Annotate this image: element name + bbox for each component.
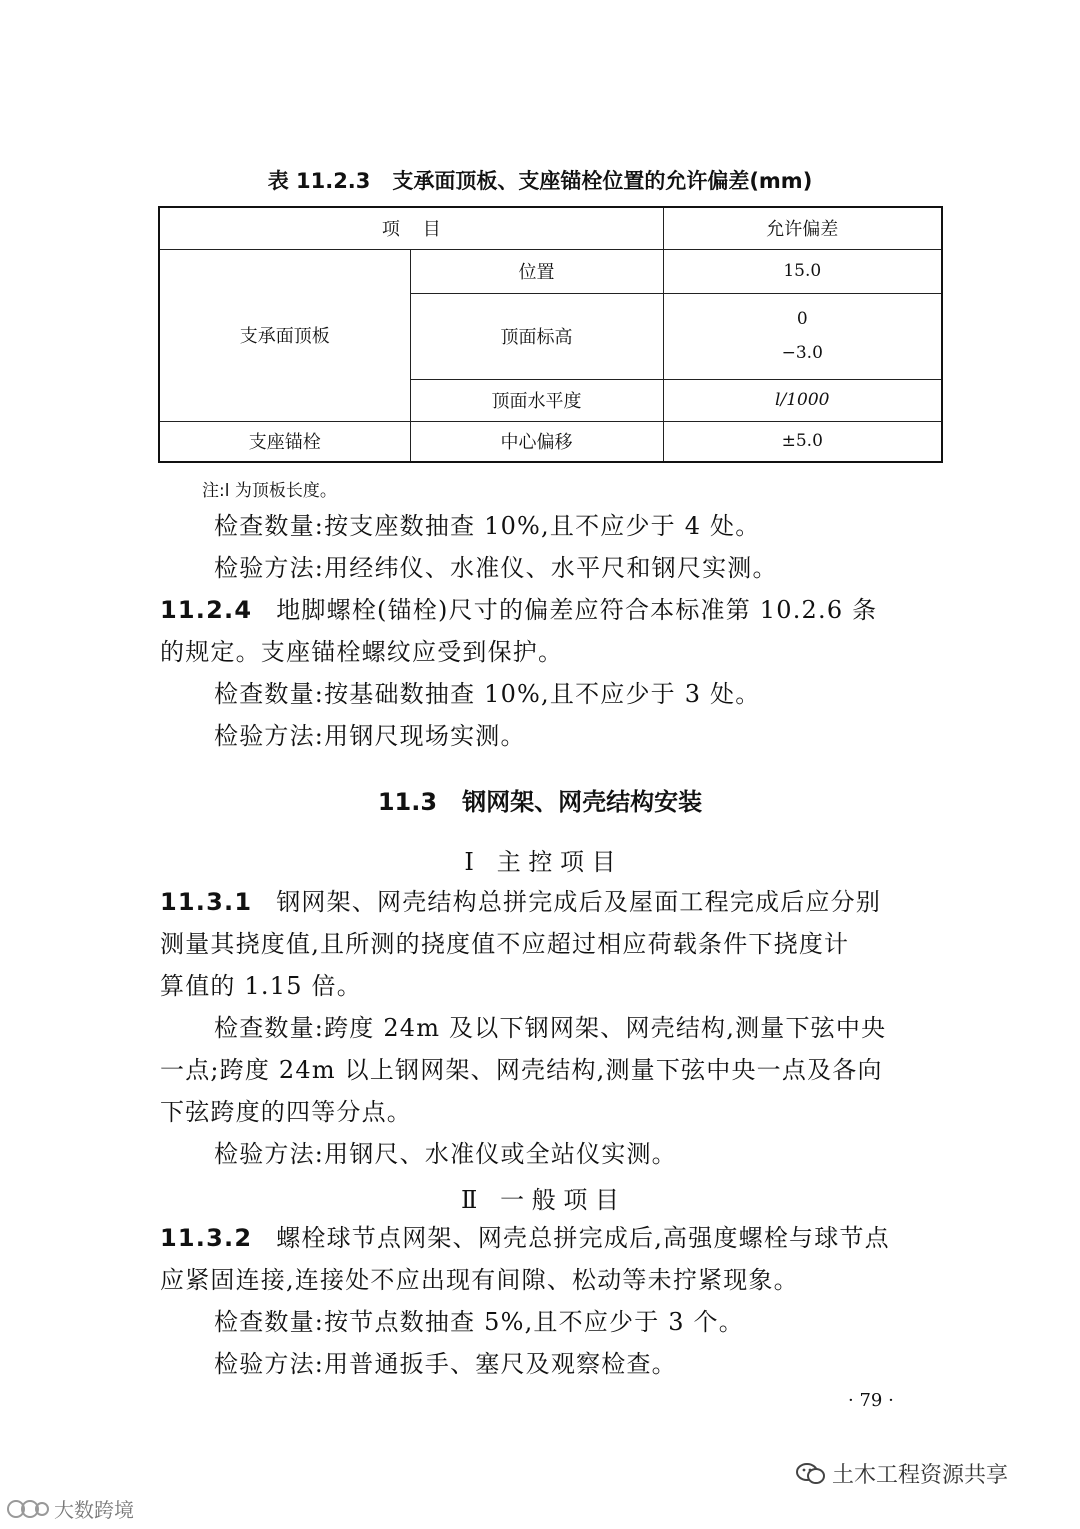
- section-title: 11.3 钢网架、网壳结构安装: [377, 788, 703, 816]
- group-anchor-bolt: 支座锚栓: [159, 421, 410, 462]
- watermark-right-text: 土木工程资源共享: [832, 1463, 1009, 1488]
- link-logo-icon: [6, 1496, 50, 1522]
- value-top-levelness: l/1000: [663, 379, 942, 421]
- watermark-left-text: 大数跨境: [54, 1498, 134, 1522]
- clause-text: 螺栓球节点网架、网壳总拼完成后,高强度螺栓与球节点: [276, 1224, 890, 1252]
- table-row: [159, 249, 942, 293]
- inspection-method-1124: 检验方法:用钢尺现场实测。: [214, 722, 526, 750]
- watermark-left: [6, 1494, 134, 1523]
- item-top-elevation: 顶面标高: [410, 293, 663, 379]
- clause-text: 地脚螺栓(锚栓)尺寸的偏差应符合本标准第 10.2.6 条: [276, 596, 878, 624]
- item-position: 位置: [410, 249, 663, 293]
- check-quantity-1124: 检查数量:按基础数抽查 10%,且不应少于 3 处。: [214, 680, 761, 708]
- check-quantity-1123: 检查数量:按支座数抽查 10%,且不应少于 4 处。: [214, 512, 761, 540]
- header-item: 项 目: [159, 207, 663, 249]
- clause-11-3-1-line2: 测量其挠度值,且所测的挠度值不应超过相应荷载条件下挠度计: [160, 930, 850, 958]
- clause-number: 11.3.1: [160, 888, 253, 916]
- header-deviation: 允许偏差: [663, 207, 942, 249]
- check-quantity-1131-line3: 下弦跨度的四等分点。: [160, 1098, 412, 1126]
- table-header-row: [159, 207, 942, 249]
- tolerance-table: [158, 206, 943, 463]
- group-support-plate: 支承面顶板: [159, 249, 410, 421]
- table-note: 注:l 为顶板长度。: [202, 481, 337, 501]
- value-center-offset: ±5.0: [663, 421, 942, 462]
- clause-11-3-2: [160, 1218, 890, 1258]
- clause-11-3-1-line3: 算值的 1.15 倍。: [160, 972, 362, 1000]
- check-quantity-1132: 检查数量:按节点数抽查 5%,且不应少于 3 个。: [214, 1308, 744, 1336]
- value-lower: −3.0: [781, 343, 823, 363]
- clause-11-2-4-cont: 的规定。支座锚栓螺纹应受到保护。: [160, 638, 564, 666]
- watermark-right: [796, 1458, 1008, 1489]
- item-top-levelness: 顶面水平度: [410, 379, 663, 421]
- value-upper: 0: [796, 309, 808, 329]
- clause-number: 11.2.4: [160, 596, 253, 624]
- clause-text: 钢网架、网壳结构总拼完成后及屋面工程完成后应分别: [276, 888, 882, 916]
- chat-bubble-icon: [796, 1461, 826, 1487]
- clause-11-3-2-line2: 应紧固连接,连接处不应出现有间隙、松动等未拧紧现象。: [160, 1266, 799, 1294]
- check-quantity-1131: 检查数量:跨度 24m 及以下钢网架、网壳结构,测量下弦中央: [214, 1014, 887, 1042]
- clause-11-3-1: [160, 882, 881, 922]
- table-caption: 表 11.2.3 支承面顶板、支座锚栓位置的允许偏差(mm): [267, 169, 813, 193]
- check-quantity-1131-line2: 一点;跨度 24m 以上钢网架、网壳结构,测量下弦中央一点及各向: [160, 1056, 883, 1084]
- inspection-method-1131: 检验方法:用钢尺、水准仪或全站仪实测。: [214, 1140, 677, 1168]
- page-number: · 79 ·: [848, 1390, 894, 1411]
- clause-number: 11.3.2: [160, 1224, 253, 1252]
- inspection-method-1132: 检验方法:用普通扳手、塞尺及观察检查。: [214, 1350, 677, 1378]
- subsection-main-control: Ⅰ 主 控 项 目: [464, 848, 616, 876]
- value-top-elevation: [663, 293, 942, 379]
- inspection-method-1123: 检验方法:用经纬仪、水准仪、水平尺和钢尺实测。: [214, 554, 778, 582]
- value-position: 15.0: [663, 249, 942, 293]
- subsection-general: Ⅱ 一 般 项 目: [460, 1186, 620, 1214]
- table-row: [159, 421, 942, 462]
- clause-11-2-4: [160, 590, 877, 630]
- item-center-offset: 中心偏移: [410, 421, 663, 462]
